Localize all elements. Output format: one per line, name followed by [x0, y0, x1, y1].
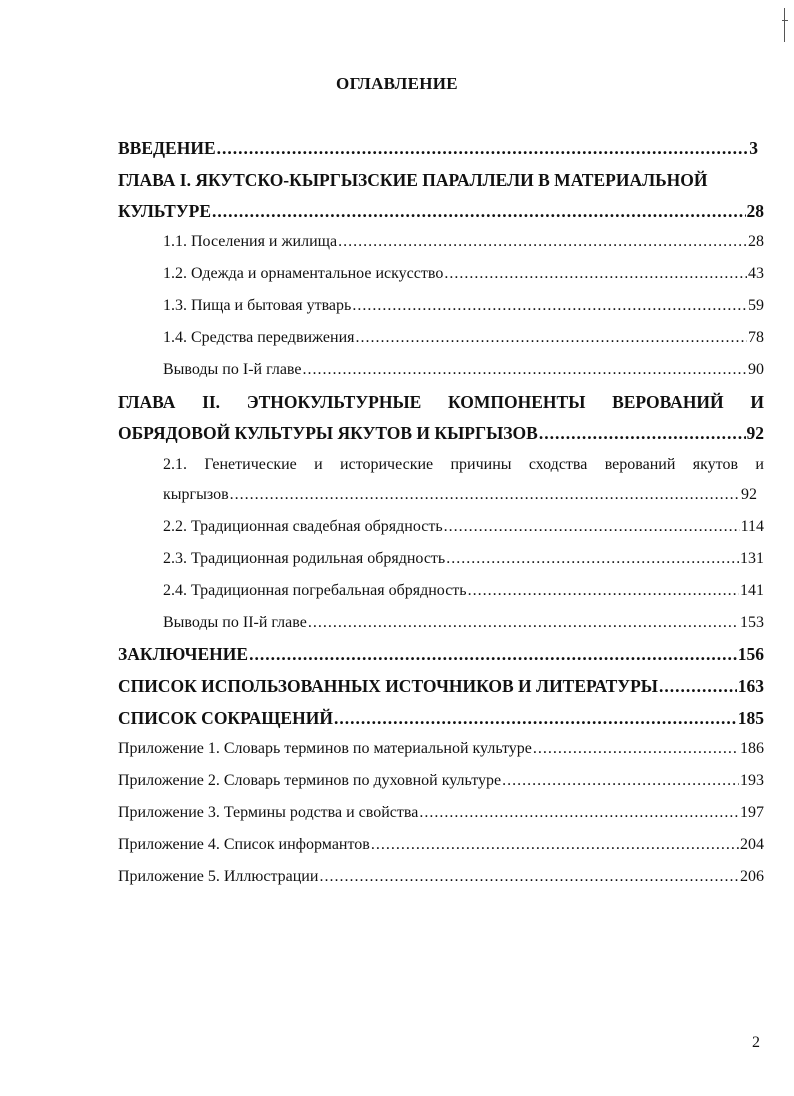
toc-word: Генетические [204, 456, 297, 473]
toc-entry-label: Выводы по II-й главе [163, 614, 307, 631]
toc-entry-label: ОБРЯДОВОЙ КУЛЬТУРЫ ЯКУТОВ И КЫРГЫЗОВ [118, 423, 538, 443]
toc-entry-page: 131 [740, 550, 764, 567]
leader-dots [334, 708, 737, 729]
toc-entry-page: 204 [740, 836, 764, 853]
leader-dots [217, 138, 749, 159]
toc-entry-page: 197 [740, 804, 764, 821]
toc-entry-label: Приложение 5. Иллюстрации [118, 868, 319, 885]
toc-entry-section-2-1-line-1[interactable] [163, 456, 764, 474]
toc-word: сходства [528, 456, 588, 473]
toc-entry-chapter-1-line-1[interactable] [118, 170, 758, 191]
toc-word: якутов [692, 456, 738, 473]
toc-entry-label: Выводы по I-й главе [163, 361, 302, 378]
toc-entry-page: 43 [748, 265, 764, 282]
leader-dots [533, 740, 739, 758]
toc-entry-label: СПИСОК ИСПОЛЬЗОВАННЫХ ИСТОЧНИКОВ И ЛИТЕРАТУРЫ [118, 676, 658, 696]
toc-entry-section-2-1-line-2[interactable] [163, 486, 757, 504]
toc-entry-label: Приложение 2. Словарь терминов по духовной культуре [118, 772, 502, 789]
toc-entry-label: 2.2. Традиционная свадебная обрядность [163, 518, 443, 535]
leader-dots [230, 486, 740, 504]
toc-entry-appendix-4[interactable] [118, 836, 764, 854]
toc-entry-conclusions-2[interactable] [163, 614, 764, 632]
toc-entry-label: Приложение 1. Словарь терминов по материальной культуре [118, 740, 532, 757]
toc-entry-label: Приложение 3. Термины родства и свойства [118, 804, 419, 821]
toc-entry-section-1-1[interactable] [163, 233, 764, 251]
page-number: 2 [752, 1034, 760, 1051]
leader-dots [249, 644, 737, 665]
toc-entry-section-2-3[interactable] [163, 550, 764, 568]
toc-entry-intro[interactable] [118, 138, 758, 159]
toc-entry-label: 1.2. Одежда и орнаментальное искусство [163, 265, 444, 282]
toc-entry-chapter-2-line-1[interactable] [118, 392, 764, 413]
toc-entry-page: 78 [748, 329, 764, 346]
toc-word: II. [202, 392, 221, 412]
toc-entry-section-2-4[interactable] [163, 582, 764, 600]
toc-entry-page: 156 [737, 644, 764, 664]
toc-entry-page: 90 [748, 361, 764, 378]
toc-entry-label: 1.4. Средства передвижения [163, 329, 355, 346]
toc-word: причины [450, 456, 512, 473]
leader-dots [502, 772, 739, 790]
toc-word: ВЕРОВАНИЙ [612, 392, 724, 412]
toc-entry-page: 141 [740, 582, 764, 599]
toc-entry-page: 28 [746, 201, 764, 221]
toc-entry-chapter-1-line-2[interactable] [118, 201, 764, 222]
toc-entry-appendix-1[interactable] [118, 740, 764, 758]
toc-entry-page: 186 [740, 740, 764, 757]
toc-entry-page: 3 [749, 138, 758, 158]
toc-entry-label: 1.1. Поселения и жилища [163, 233, 338, 250]
toc-entry-page: 193 [740, 772, 764, 789]
toc-entry-appendix-5[interactable] [118, 868, 764, 886]
toc-entry-label: кыргызов [163, 486, 229, 503]
toc-word: верований [604, 456, 676, 473]
toc-entry-label: 1.3. Пища и бытовая утварь [163, 297, 352, 314]
leader-dots [539, 423, 746, 444]
toc-word: и [755, 456, 764, 473]
toc-entry-conclusion[interactable] [118, 644, 764, 665]
toc-entry-page: 163 [737, 676, 764, 696]
leader-dots [352, 297, 747, 315]
toc-entry-page: 92 [741, 486, 757, 503]
leader-dots [444, 518, 740, 536]
toc-word: ГЛАВА [118, 392, 176, 412]
toc-entry-label: 2.3. Традиционная родильная обрядность [163, 550, 446, 567]
toc-word: КОМПОНЕНТЫ [448, 392, 586, 412]
leader-dots [338, 233, 747, 251]
toc-entry-page: 114 [740, 518, 764, 535]
leader-dots [302, 361, 747, 379]
toc-entry-appendix-3[interactable] [118, 804, 764, 822]
leader-dots [212, 201, 745, 222]
leader-dots [419, 804, 739, 822]
toc-entry-section-1-2[interactable] [163, 265, 764, 283]
toc-entry-label: Приложение 4. Список информантов [118, 836, 370, 853]
toc-word: И [750, 392, 764, 412]
toc-entry-page: 153 [740, 614, 764, 631]
toc-entry-chapter-2-line-2[interactable] [118, 423, 764, 444]
toc-word: исторические [340, 456, 434, 473]
toc-entry-section-1-4[interactable] [163, 329, 764, 347]
toc-entry-page: 28 [748, 233, 764, 250]
toc-entry-label: 2.4. Традиционная погребальная обрядность [163, 582, 467, 599]
toc-entry-abbreviations[interactable] [118, 708, 764, 729]
toc-word: ЭТНОКУЛЬТУРНЫЕ [246, 392, 422, 412]
leader-dots [444, 265, 747, 283]
toc-entry-section-1-3[interactable] [163, 297, 764, 315]
toc-entry-label: КУЛЬТУРЕ [118, 201, 212, 221]
leader-dots [659, 676, 737, 697]
toc-entry-page: 206 [740, 868, 764, 885]
leader-dots [468, 582, 739, 600]
toc-word: 2.1. [163, 456, 187, 473]
toc-entry-page: 185 [737, 708, 764, 728]
toc-entry-label: ВВЕДЕНИЕ [118, 138, 216, 158]
toc-word: и [314, 456, 323, 473]
leader-dots [308, 614, 739, 632]
leader-dots [371, 836, 739, 854]
toc-entry-label: ЗАКЛЮЧЕНИЕ [118, 644, 249, 664]
toc-entry-conclusions-1[interactable] [163, 361, 764, 379]
leader-dots [355, 329, 747, 347]
scan-mark [784, 8, 789, 42]
toc-entry-label: СПИСОК СОКРАЩЕНИЙ [118, 708, 333, 728]
leader-dots [446, 550, 739, 568]
toc-entry-section-2-2[interactable] [163, 518, 764, 536]
toc-entry-page: 92 [746, 423, 764, 443]
toc-entry-sources[interactable] [118, 676, 764, 697]
toc-entry-label: ГЛАВА I. ЯКУТСКО-КЫРГЫЗСКИЕ ПАРАЛЛЕЛИ В МАТЕРИАЛЬНОЙ [118, 170, 708, 190]
leader-dots [319, 868, 739, 886]
toc-entry-page: 59 [748, 297, 764, 314]
toc-entry-appendix-2[interactable] [118, 772, 764, 790]
toc-title: ОГЛАВЛЕНИЕ [336, 74, 458, 93]
